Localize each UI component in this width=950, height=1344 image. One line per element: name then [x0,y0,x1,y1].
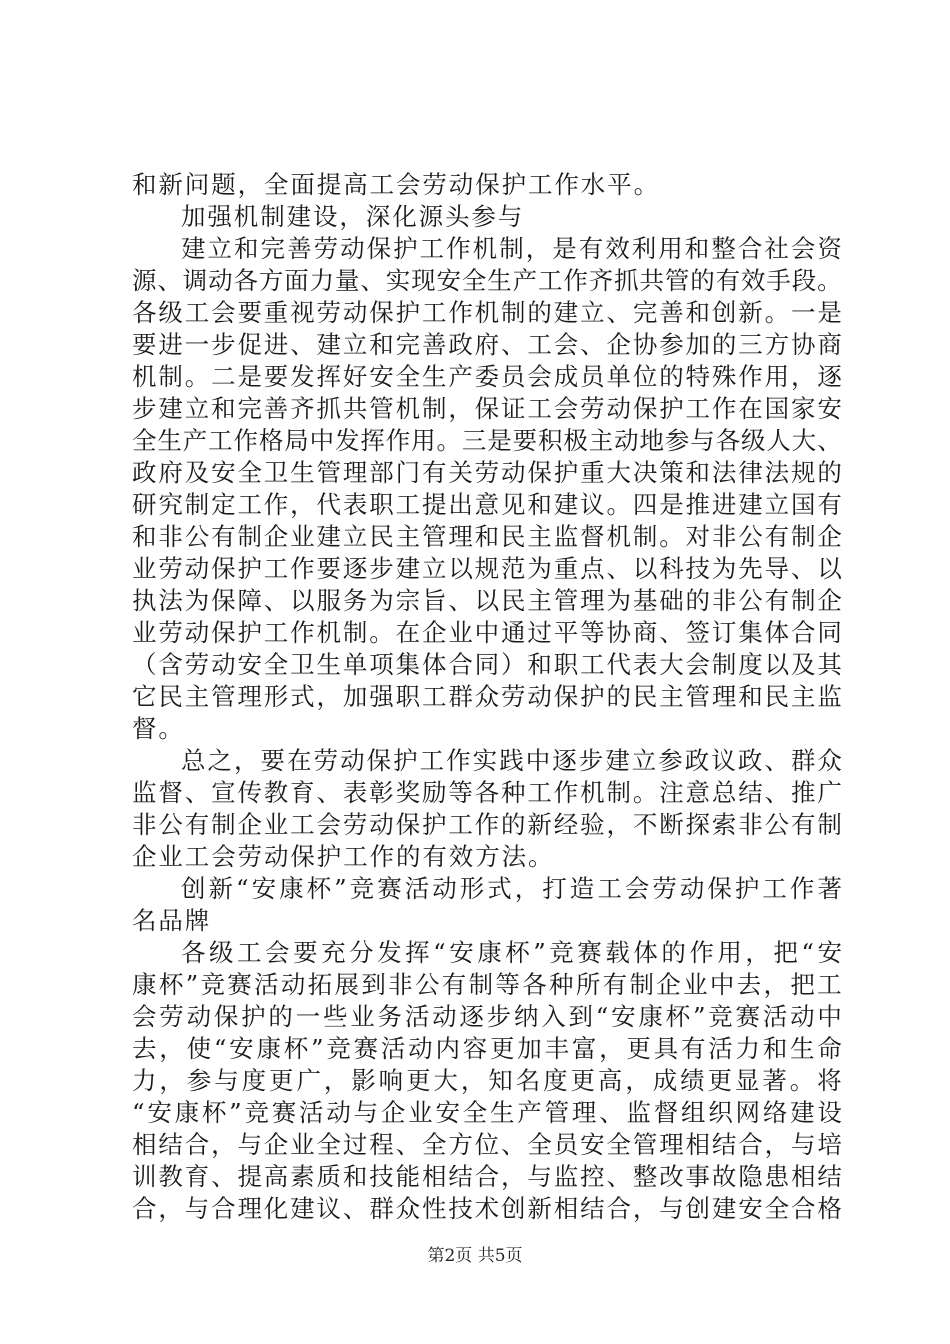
section-heading: 创 新 “ 安 康 杯 ” 竞 赛 活 动 形 式 ， 打 造 工 会 劳 动 保 护 工 作 著 [181,874,842,903]
text-line: 康 杯 ” 竞 赛 活 动 拓 展 到 非 公 有 制 等 各 种 所 有 制 企 业 中 去 ， 把 工 [132,970,842,999]
text-line: 非 公 有 制 企 业 工 会 劳 动 保 护 工 作 的 新 经 验 ， 不 断 探 索 非 公 有 制 [132,810,842,839]
page-number-footer: 第2页 共5页 [427,1246,523,1266]
text-line: 政 府 及 安 全 卫 生 管 理 部 门 有 关 劳 动 保 护 重 大 决 策 和 法 律 法 规 的 [132,458,842,487]
text-line: 会 劳 动 保 护 的 一 些 业 务 活 动 逐 步 纳 入 到 “ 安 康 杯 ” 竞 赛 活 动 中 [132,1002,842,1031]
text-line: 督。 [132,714,185,743]
text-line: 建 立 和 完 善 劳 动 保 护 工 作 机 制 ， 是 有 效 利 用 和 整 合 社 会 资 [181,234,842,263]
text-line: 研 究 制 定 工 作 ， 代 表 职 工 提 出 意 见 和 建 议 。 四 是 推 进 建 立 国 有 [132,490,842,519]
text-line: 它 民 主 管 理 形 式 ， 加 强 职 工 群 众 劳 动 保 护 的 民 主 管 理 和 民 主 监 [132,682,842,711]
section-heading: 加强机制建设，深化源头参与 [181,202,525,231]
text-line: 要 进 一 步 促 进 、 建 立 和 完 善 政 府 、 工 会 、 企 协 参 加 的 三 方 协 商 [132,330,842,359]
document-page-tail [132,0,842,1344]
text-line: 执 法 为 保 障 、 以 服 务 为 宗 旨 、 以 民 主 管 理 为 基 础 的 非 公 有 制 企 [132,586,842,615]
text-line: 步 建 立 和 完 善 齐 抓 共 管 机 制 ， 保 证 工 会 劳 动 保 护 工 作 在 国 家 安 [132,394,842,423]
text-line: 源 、 调 动 各 方 面 力 量 、 实 现 安 全 生 产 工 作 齐 抓 共 管 的 有 效 手 段 。 [132,266,842,295]
text-line: 各 级 工 会 要 重 视 劳 动 保 护 工 作 机 制 的 建 立 、 完 善 和 创 新 。 一 是 [132,298,842,327]
text-line: 合 ， 与 合 理 化 建 议 、 群 众 性 技 术 创 新 相 结 合 ， 与 创 建 安 全 合 格 [132,1194,842,1223]
text-line: 和新问题，全面提高工会劳动保护工作水平。 [132,170,660,199]
section-heading: 名品牌 [132,906,212,935]
text-line: 去 ， 使 “ 安 康 杯 ” 竞 赛 活 动 内 容 更 加 丰 富 ， 更 具 有 活 力 和 生 命 [132,1034,842,1063]
text-line: 机 制 。 二 是 要 发 挥 好 安 全 生 产 委 员 会 成 员 单 位 的 特 殊 作 用 ， 逐 [132,362,842,391]
text-line: 业 劳 动 保 护 工 作 机 制 。 在 企 业 中 通 过 平 等 协 商 、 签 订 集 体 合 同 [132,618,842,647]
text-line: 企业工会劳动保护工作的有效方法。 [132,842,555,871]
text-line: 全 生 产 工 作 格 局 中 发 挥 作 用 。 三 是 要 积 极 主 动 地 参 与 各 级 人 大 、 [132,426,842,455]
text-line: （ 含 劳 动 安 全 卫 生 单 项 集 体 合 同 ） 和 职 工 代 表 大 会 制 度 以 及 其 [132,650,842,679]
text-line: 训 教 育 、 提 高 素 质 和 技 能 相 结 合 ， 与 监 控 、 整 改 事 故 隐 患 相 结 [132,1162,842,1191]
text-line: 总 之 ， 要 在 劳 动 保 护 工 作 实 践 中 逐 步 建 立 参 政 议 政 、 群 众 [181,746,842,775]
text-line: 力 ， 参 与 度 更 广 ， 影 响 更 大 ， 知 名 度 更 高 ， 成 绩 更 显 著 。 将 [132,1066,842,1095]
text-line: 各 级 工 会 要 充 分 发 挥 “ 安 康 杯 ” 竞 赛 载 体 的 作 用 ， 把 “ 安 [181,938,842,967]
text-line: “ 安 康 杯 ” 竞 赛 活 动 与 企 业 安 全 生 产 管 理 、 监 督 组 织 网 络 建 设 [132,1098,842,1127]
text-line: 监 督 、 宣 传 教 育 、 表 彰 奖 励 等 各 种 工 作 机 制 。 注 意 总 结 、 推 广 [132,778,842,807]
text-line: 相 结 合 ， 与 企 业 全 过 程 、 全 方 位 、 全 员 安 全 管 理 相 结 合 ， 与 培 [132,1130,842,1159]
text-line: 和 非 公 有 制 企 业 建 立 民 主 管 理 和 民 主 监 督 机 制 。 对 非 公 有 制 企 [132,522,842,551]
text-line: 业 劳 动 保 护 工 作 要 逐 步 建 立 以 规 范 为 重 点 、 以 科 技 为 先 导 、 以 [132,554,842,583]
